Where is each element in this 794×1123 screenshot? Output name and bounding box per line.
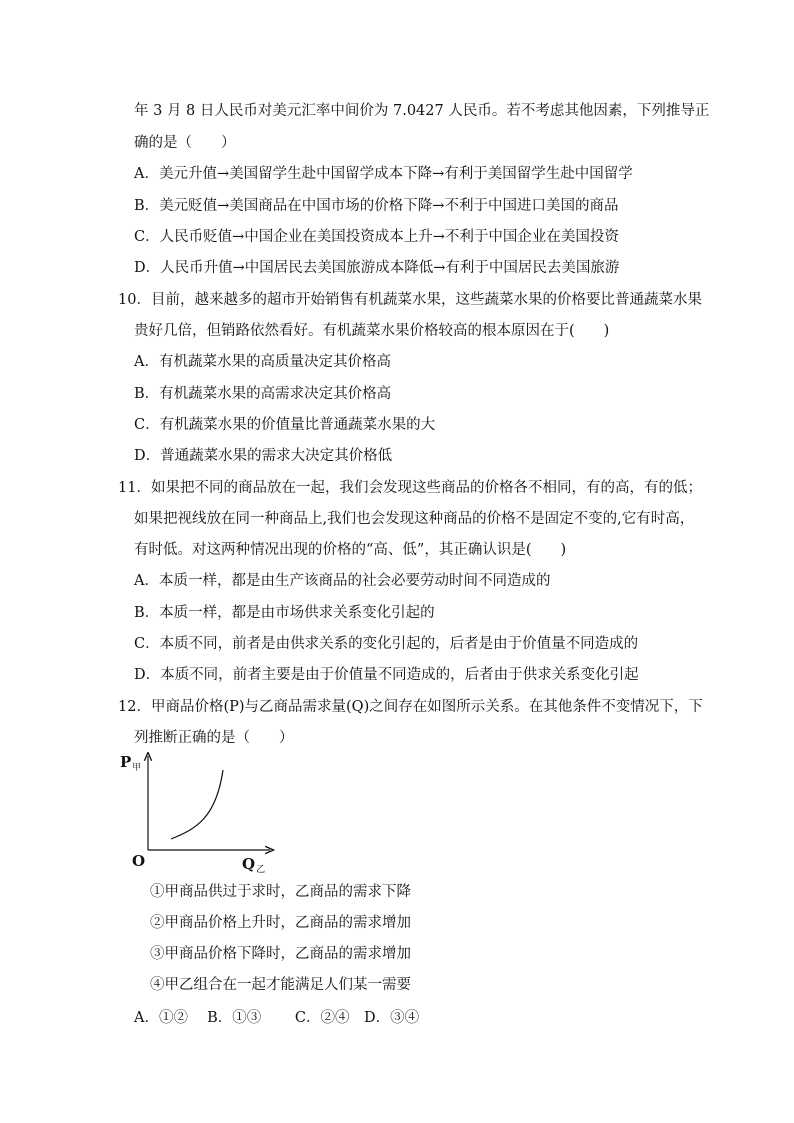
q9-option-a: A．美元升值→美国留学生赴中国留学成本下降→有利于美国留学生赴中国留学 bbox=[134, 166, 633, 182]
q11-option-b: B．本质一样，都是由市场供求关系变化引起的 bbox=[134, 605, 435, 621]
q12-statement-3: ③甲商品价格下降时，乙商品的需求增加 bbox=[150, 946, 411, 962]
q9-stem-line-2: 确的是（ ） bbox=[134, 135, 236, 151]
q10-option-c: C．有机蔬菜水果的价值量比普通蔬菜水果的大 bbox=[134, 417, 436, 433]
demand-curve bbox=[171, 770, 223, 839]
y-axis-label bbox=[120, 754, 141, 776]
q12-statement-4: ④甲乙组合在一起才能满足人们某一需要 bbox=[150, 977, 411, 993]
q10-stem-line-1: 10．目前，越来越多的超市开始销售有机蔬菜水果，这些蔬菜水果的价格要比普通蔬菜水果 bbox=[118, 292, 702, 308]
q10-stem-line-2: 贵好几倍，但销路依然看好。有机蔬菜水果价格较高的根本原因在于( ) bbox=[134, 323, 610, 339]
x-axis-label bbox=[242, 856, 265, 878]
q12-answer-options: A．①② B．①③ C．②④ D．③④ bbox=[134, 1010, 420, 1026]
q11-option-c: C．本质不同，前者是由供求关系的变化引起的，后者是由于价值量不同造成的 bbox=[134, 636, 639, 652]
q9-stem-line-1: 年 3 月 8 日人民币对美元汇率中间价为 7.0427 人民币。若不考虑其他因素，下列推导正 bbox=[134, 103, 710, 119]
q12-statement-2: ②甲商品价格上升时，乙商品的需求增加 bbox=[150, 915, 411, 931]
y-axis-letter: P bbox=[120, 753, 132, 771]
q10-option-d: D．普通蔬菜水果的需求大决定其价格低 bbox=[134, 448, 393, 464]
q11-stem-line-3: 有时低。对这两种情况出现的价格的“高、低”，其正确认识是( ) bbox=[134, 542, 567, 558]
q9-option-b: B．美元贬值→美国商品在中国市场的价格下降→不利于中国进口美国的商品 bbox=[134, 198, 619, 214]
x-axis-subscript: 乙 bbox=[256, 865, 266, 875]
q12-statement-1: ①甲商品供过于求时，乙商品的需求下降 bbox=[150, 884, 411, 900]
q9-option-d: D．人民币升值→中国居民去美国旅游成本降低→有利于中国居民去美国旅游 bbox=[134, 260, 620, 276]
q11-stem-line-2: 如果把视线放在同一种商品上,我们也会发现这种商品的价格不是固定不变的,它有时高， bbox=[134, 511, 695, 527]
q12-stem-line-1: 12．甲商品价格(P)与乙商品需求量(Q)之间存在如图所示关系。在其他条件不变情况下，下 bbox=[118, 699, 703, 715]
origin-label: O bbox=[132, 852, 146, 870]
x-axis-letter: Q bbox=[242, 855, 256, 873]
q10-option-a: A．有机蔬菜水果的高质量决定其价格高 bbox=[134, 354, 391, 370]
q11-option-d: D．本质不同，前者主要是由于价值量不同造成的，后者由于供求关系变化引起 bbox=[134, 667, 639, 683]
q10-option-b: B．有机蔬菜水果的高需求决定其价格高 bbox=[134, 386, 392, 402]
y-axis-subscript: 甲 bbox=[132, 763, 142, 773]
q9-option-c: C．人民币贬值→中国企业在美国投资成本上升→不利于中国企业在美国投资 bbox=[134, 229, 619, 245]
q11-option-a: A．本质一样，都是由生产该商品的社会必要劳动时间不同造成的 bbox=[134, 573, 551, 589]
q11-stem-line-1: 11．如果把不同的商品放在一起，我们会发现这些商品的价格各不相同，有的高，有的低； bbox=[118, 480, 702, 496]
q12-stem-line-2: 列推断正确的是（ ） bbox=[134, 730, 294, 746]
price-demand-graph bbox=[118, 752, 278, 877]
